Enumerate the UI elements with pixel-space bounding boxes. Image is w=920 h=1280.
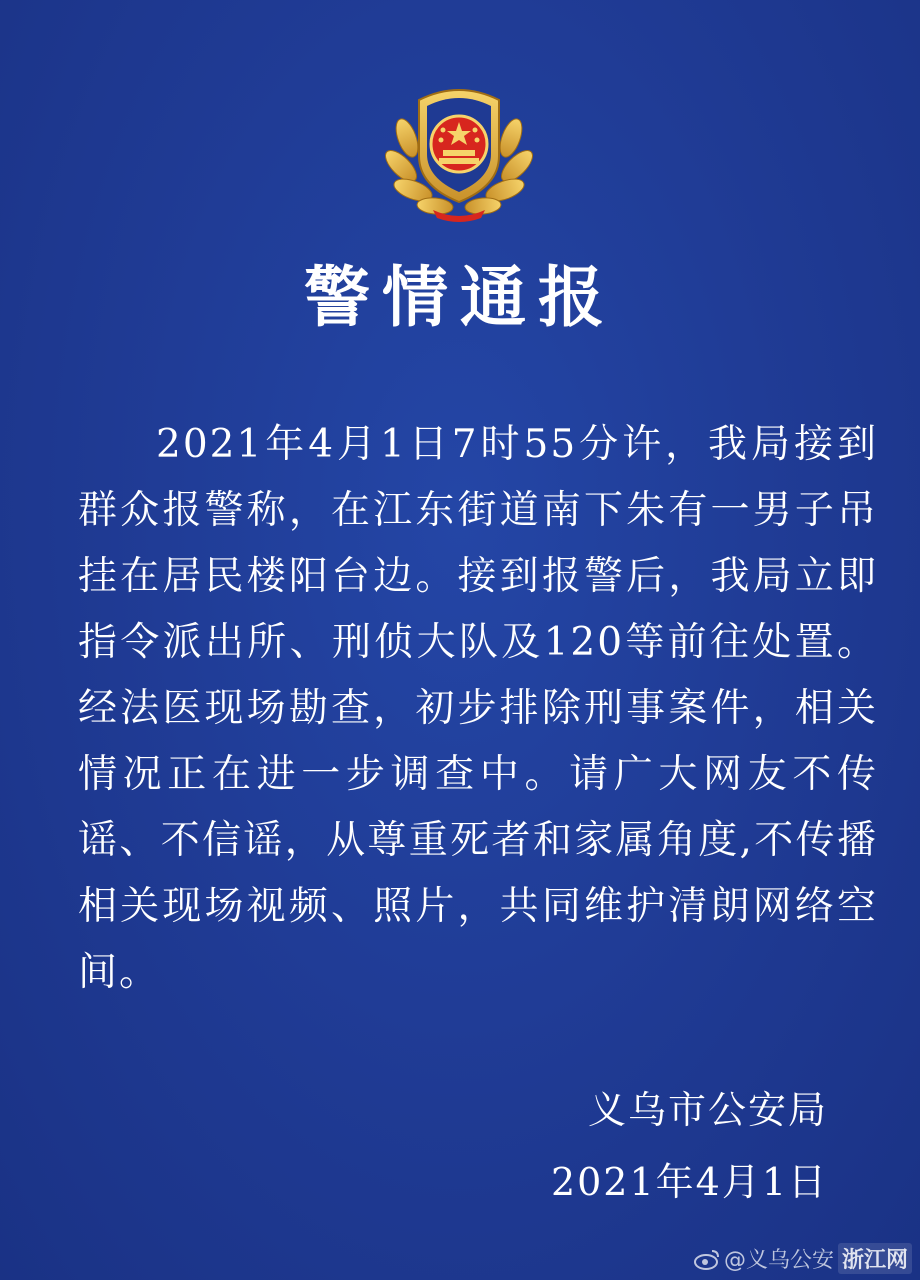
notice-paragraph: 2021年4月1日7时55分许，我局接到群众报警称，在江东街道南下朱有一男子吊挂在居民楼阳台边。接到报警后，我局立即指令派出所、刑侦大队及120等前往处置。经法医现场勘查，初步排除刑事案件，相关情况正在进一步调查中。请广大网友不传谣、不信谣，从尊重死者和家属角度,不传播相关现场视频、照片，共同维护清朗网络空间。 [78,422,878,995]
weibo-handle: @义乌公安 [723,1248,834,1273]
watermark [694,1243,912,1274]
site-logo [838,1243,912,1274]
notice-title: 警情通报 [304,258,616,336]
issue-date: 2021年4月1日 [550,1160,828,1204]
issuer-name: 义乌市公安局 [587,1088,828,1132]
police-emblem-icon [383,78,535,226]
site-logo-label: 浙江网 [841,1248,908,1273]
weibo-icon [694,1248,720,1270]
notice-body [78,412,878,1006]
signature-block [551,1074,828,1218]
